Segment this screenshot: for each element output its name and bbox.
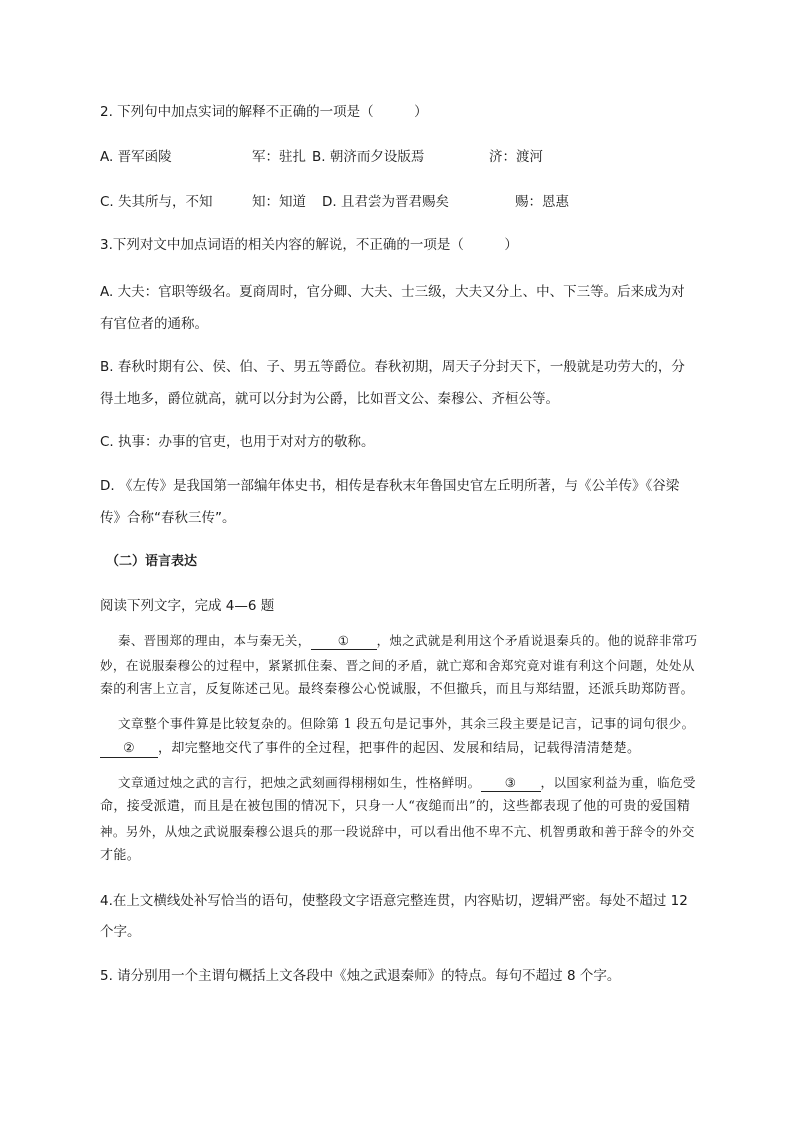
passage-p1-line-3: 秦的利害上立言，反复陈述己见。最终秦穆公心悦诚服，不但撤兵，而且与郑结盟，还派兵助郑防晋。: [100, 682, 694, 697]
question-3-option-c: C. 执事：办事的官吏，也用于对对方的敬称。: [100, 434, 375, 450]
question-3-option-a-line-2: 有官位者的通称。: [100, 316, 208, 332]
option-c-label: C. 失其所与，不知: [100, 194, 213, 210]
section-title: （二）语言表达: [106, 554, 198, 569]
passage-p1-line-1: [118, 631, 698, 651]
option-a-label: A. 晋军函陵: [100, 149, 172, 165]
passage-p2-line-1: 文章整个事件算是比较复杂的。但除第 1 段五句是记事外，其余三段主要是记言，记事的词句很少。: [118, 716, 695, 731]
question-5: 5. 请分别用一个主谓句概括上文各段中《烛之武退秦师》的特点。每句不超过 8 个字。: [100, 968, 621, 984]
passage-p3-text-before: 文章通过烛之武的言行，把烛之武刻画得栩栩如生，性格鲜明。: [118, 775, 481, 790]
question-3-option-b-line-1: B. 春秋时期有公、侯、伯、子、男五等爵位。春秋初期，周天子分封天下，一般就是功劳大的，分: [100, 359, 685, 375]
option-d-gloss: 赐：恩惠: [515, 194, 569, 210]
question-4-line-1: 4.在上文横线处补写恰当的语句，使整段文字语意完整连贯，内容贴切，逻辑严密。每处不超过 12: [100, 893, 688, 909]
passage-p1-line-2: 妙，在说服秦穆公的过程中，紧紧抓住秦、晋之间的矛盾，就亡郑和舍郑究竟对谁有利这个问题，处处从: [100, 658, 695, 673]
section-instruction: 阅读下列文字，完成 4—6 题: [100, 598, 275, 614]
passage-p3-line-4: 才能。: [100, 848, 141, 863]
option-b-label: B. 朝济而夕设版焉: [312, 149, 425, 165]
blank-1: ①: [311, 633, 377, 650]
question-3-stem: 3.下列对文中加点词语的相关内容的解说，不正确的一项是（ ）: [100, 237, 518, 253]
passage-p3-line-2: 命，接受派遣，而且是在被包围的情况下，只身一人“夜缒而出”的，这些都表现了他的可贵的爱国精: [100, 799, 691, 814]
question-2-stem: 2. 下列句中加点实词的解释不正确的一项是（ ）: [100, 104, 428, 120]
passage-p3-line-3: 神。另外，从烛之武说服秦穆公退兵的那一段说辞中，可以看出他不卑不亢、机智勇敢和善于辞令的外交: [100, 824, 695, 839]
question-2-options-row-1: [100, 147, 543, 167]
option-c-gloss: 知：知道: [252, 194, 306, 210]
passage-p1-text-after: ，烛之武就是利用这个矛盾说退秦兵的。他的说辞非常巧: [376, 633, 698, 648]
option-b-gloss: 济：渡河: [489, 149, 543, 165]
option-a-gloss: 军：驻扎: [252, 149, 306, 165]
passage-p2-text-after: ，却完整地交代了事件的全过程，把事件的起因、发展和结局，记载得清清楚楚。: [158, 741, 641, 756]
blank-3: ③: [481, 775, 541, 792]
question-2-options-row-2: [100, 192, 569, 212]
question-4-line-2: 个字。: [100, 924, 141, 940]
passage-p3-text-after: ，以国家利益为重，临危受: [540, 775, 696, 790]
question-3-option-a-line-1: A. 大夫：官职等级名。夏商周时，官分卿、大夫、士三级，大夫又分上、中、下三等。后来成为对: [100, 284, 685, 300]
passage-p1-text-before: 秦、晋围郑的理由，本与秦无关，: [118, 633, 311, 648]
option-d-label: D. 且君尝为晋君赐矣: [322, 194, 449, 210]
question-3-option-b-line-2: 得土地多，爵位就高，就可以分封为公爵，比如晋文公、秦穆公、齐桓公等。: [100, 391, 559, 407]
passage-p2-line-2: [100, 739, 640, 759]
question-3-option-d-line-2: 传》合称“春秋三传”。: [100, 510, 236, 526]
passage-p3-line-1: [118, 773, 696, 793]
blank-2: ②: [100, 741, 158, 758]
question-3-option-d-line-1: D. 《左传》是我国第一部编年体史书，相传是春秋末年鲁国史官左丘明所著，与《公羊传》《谷梁: [100, 478, 680, 494]
